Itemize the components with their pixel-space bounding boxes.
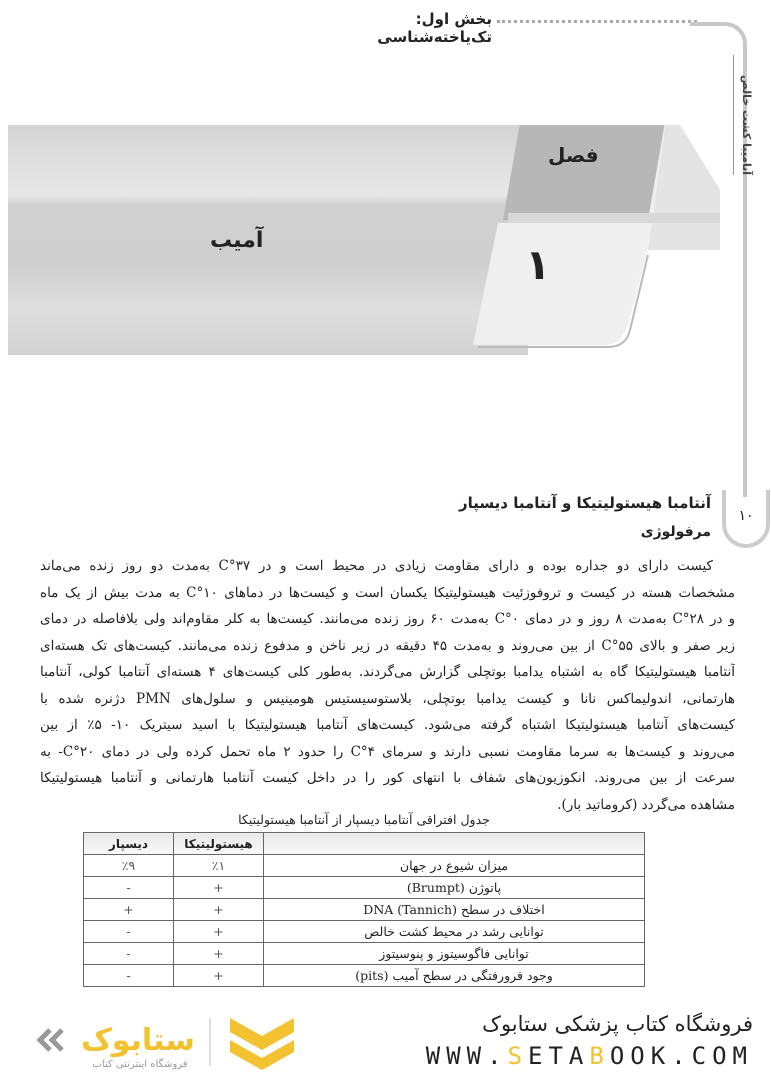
body-paragraph xyxy=(40,553,735,818)
chapter-banner xyxy=(8,125,720,355)
header-dotted-line xyxy=(497,20,697,24)
table-cell: + xyxy=(174,943,264,965)
svg-text:ستابوک: ستابوک xyxy=(81,1023,195,1058)
paragraph-line: کیست‌های آنتامبا هیستولیتیکا اشتباه گرفته می‌شود. کیست‌های آنتامبا هیستولیتیکا با اسید سیتریک ۱۰- ۵٪ از بین xyxy=(40,717,735,733)
section-heading: آنتامبا هیستولیتیکا و آنتامبا دیسپار xyxy=(458,494,711,512)
side-running-title: آنامیبا کشت خالص xyxy=(733,55,753,175)
paragraph-line: آنتامبا هیستولیتیکا گاه به اشتباه یدامبا بوتچلی گزارش می‌گردند. به‌طور کلی کیست‌های ۴ هسته‌ای آنتامبا کولی، آنتامبا xyxy=(40,664,735,680)
header-cell xyxy=(264,833,645,855)
page-number: ۱۰ xyxy=(722,490,770,548)
paragraph-line: کیست دارای دو جداره بوده و دارای مقاومت زیادی در محیط است و در ۳۷°C به‌مدت دو روز زنده می‌ماند xyxy=(40,558,713,574)
table-cell: اختلاف در سطح DNA (Tannich) xyxy=(264,899,645,921)
paragraph-line: و در ۲۸°C به‌مدت ۸ روز و در دمای ۰°C به‌مدت ۶۰ روز زنده می‌مانند. کیست‌ها به کلر مقاوم‌اند ولی بلافاصله در دمای xyxy=(40,611,735,627)
table-cell: + xyxy=(174,877,264,899)
table-cell: + xyxy=(174,921,264,943)
paragraph-line: هارتمانی، اندولیماکس نانا و کیست یدامبا بوتچلی، بلاستوسیستیس هومینیس و سلول‌های PMN دژنره شده با xyxy=(40,690,735,707)
table-cell: ٪۱ xyxy=(174,855,264,877)
svg-text:فروشگاه اینترنتی کتاب: فروشگاه اینترنتی کتاب xyxy=(92,1059,188,1070)
table-row xyxy=(84,899,645,921)
shop-name: فروشگاه کتاب پزشکی ستابوک xyxy=(482,1012,753,1036)
paragraph-line: مشخصات هسته در کیست و تروفوزئیت هیستولیتیکا یکسان است و کیست‌ها در دماهای ۱۰°C به مدت بیش از یک ماه xyxy=(40,584,735,601)
table-row xyxy=(84,877,645,899)
chapter-title: آمیب xyxy=(210,228,264,253)
part-title: بخش اول: تک‌یاخته‌شناسی xyxy=(377,10,492,46)
paragraph-line: می‌روند و کیست‌ها به سرما مقاومت نسبی دارند و سرمای ۴°C را حدود ۲ ماه تحمل کرده ولی در دمای ۲۰°C- به xyxy=(40,743,735,760)
url-part: ETA xyxy=(528,1042,590,1070)
table-cell: + xyxy=(84,899,174,921)
table-row xyxy=(84,965,645,987)
table-cell: پاتوژن (Brumpt) xyxy=(264,877,645,899)
setabook-logo xyxy=(30,1010,300,1070)
table-header-row xyxy=(84,833,645,855)
table-cell: - xyxy=(84,943,174,965)
table-cell: - xyxy=(84,965,174,987)
paragraph-line: زیر صفر و بالای ۵۵°C از بین می‌روند و به‌مدت ۴۵ دقیقه در زیر ناخن و مدفوع زنده می‌مانند. کیست‌های تک هسته‌ای xyxy=(40,637,735,654)
chapter-number: ۱ xyxy=(525,240,551,289)
table-row xyxy=(84,921,645,943)
section-subheading: مرفولوژی xyxy=(640,524,711,540)
url-part: OOK.COM xyxy=(609,1042,753,1070)
table-cell: - xyxy=(84,921,174,943)
url-part: S xyxy=(507,1042,529,1070)
table-cell: وجود فرورفتگی در سطح آمیب (pits) xyxy=(264,965,645,987)
table-cell: میزان شیوع در جهان xyxy=(264,855,645,877)
table-cell: ٪۹ xyxy=(84,855,174,877)
chapter-label: فصل xyxy=(548,143,599,167)
table-row xyxy=(84,855,645,877)
table-cell: - xyxy=(84,877,174,899)
table-caption: جدول افتراقی آنتامبا دیسپار از آنتامبا هیستولیتیکا xyxy=(238,812,490,827)
comparison-table xyxy=(83,832,645,987)
header-cell: هیستولیتیکا xyxy=(174,833,264,855)
table-row xyxy=(84,943,645,965)
table-cell: + xyxy=(174,899,264,921)
shop-url[interactable] xyxy=(426,1042,753,1070)
table-cell: توانایی رشد در محیط کشت خالص xyxy=(264,921,645,943)
table-cell: توانایی فاگوسیتوز و پنوسیتوز xyxy=(264,943,645,965)
table-cell: + xyxy=(174,965,264,987)
paragraph-line: سرعت از بین می‌روند. انکوزیون‌های شفاف با انتهای کور را در داخل کیست آنتامبا هارتمانی و آنتامبا هیستولیتیکا xyxy=(40,770,735,786)
url-part: WWW. xyxy=(425,1042,508,1070)
url-part: B xyxy=(589,1042,610,1070)
banner-graphic xyxy=(8,125,720,355)
paragraph-line: مشاهده می‌گردد (کروماتید بار). xyxy=(557,796,735,813)
header-cell: دیسپار xyxy=(84,833,174,855)
